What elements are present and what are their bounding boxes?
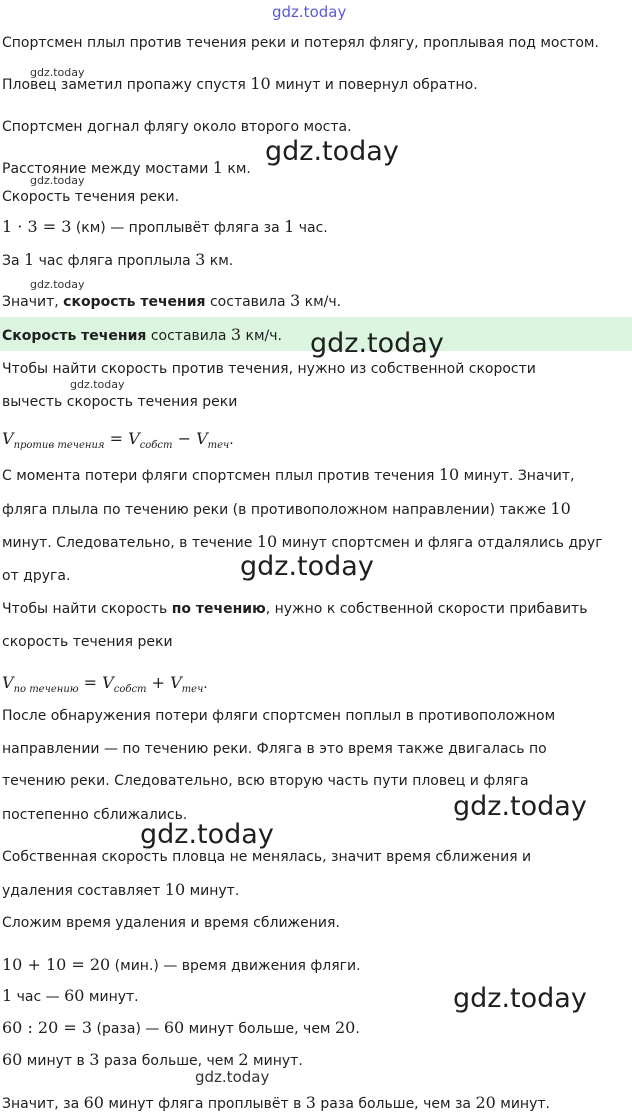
text-line: Значит, скорость течения составила 3 км/ч. (2, 291, 342, 310)
watermark: gdz.today (30, 66, 85, 79)
text-line: Пловец заметил пропажу спустя 10 минут и повернул обратно. (2, 74, 478, 93)
text-line: С момента потери фляги спортсмен плыл против течения 10 минут. Значит, (2, 465, 575, 484)
site-logo: gdz.today (272, 3, 347, 21)
text-line: вычесть скорость течения реки (2, 394, 238, 410)
text-line: Собственная скорость пловца не менялась, значит время сближения и (2, 849, 532, 865)
text-line: постепенно сближались. (2, 807, 188, 823)
text-line: 1 · 3 = 3 (км) — проплывёт фляга за 1 час. (2, 217, 328, 236)
text-line: 1 час — 60 минут. (2, 986, 139, 1005)
watermark: gdz.today (453, 791, 587, 822)
text-line: За 1 час фляга проплыла 3 км. (2, 250, 234, 269)
watermark: gdz.today (140, 819, 274, 850)
text-line: Спортсмен плыл против течения реки и потерял флягу, проплывая под мостом. (2, 35, 599, 51)
text-line: направлении — по течению реки. Фляга в это время также двигалась по (2, 741, 547, 757)
watermark: gdz.today (30, 278, 85, 291)
text-line: Значит, за 60 минут фляга проплывёт в 3 раза больше, чем за 20 минут. (2, 1093, 550, 1112)
formula-line: $V_{против течения} = V_{собст} - V_{теч}$. (2, 429, 234, 451)
watermark: gdz.today (453, 983, 587, 1014)
text-line: Чтобы найти скорость по течению, нужно к собственной скорости прибавить (2, 601, 588, 617)
watermark: gdz.today (70, 378, 125, 391)
text-line: 60 минут в 3 раза больше, чем 2 минут. (2, 1050, 303, 1069)
text-line: 10 + 10 = 20 (мин.) — время движения фляги. (2, 955, 361, 974)
text-line: от друга. (2, 568, 71, 584)
text-line: Сложим время удаления и время сближения. (2, 915, 340, 931)
formula-line: $V_{по течению} = V_{собст} + V_{теч}$. (2, 673, 208, 695)
text-line: минут. Следовательно, в течение 10 минут спортсмен и фляга отдалялись друг (2, 532, 603, 551)
answer-line: Скорость течения составила 3 км/ч. (2, 325, 282, 344)
text-line: Спортсмен догнал флягу около второго моста. (2, 119, 352, 135)
text-line: Скорость течения реки. (2, 189, 180, 205)
text-line: течению реки. Следовательно, всю вторую часть пути пловец и фляга (2, 773, 529, 789)
text-line: скорость течения реки (2, 634, 173, 650)
text-line: фляга плыла по течению реки (в противоположном направлении) также 10 (2, 499, 571, 518)
watermark: gdz.today (265, 136, 399, 167)
watermark: gdz.today (310, 328, 444, 359)
text-line: Расстояние между мостами 1 км. (2, 158, 251, 177)
watermark: gdz.today (30, 174, 85, 187)
text-line: 60 : 20 = 3 (раза) — 60 минут больше, чем 20. (2, 1018, 360, 1037)
text-line: удаления составляет 10 минут. (2, 880, 240, 899)
watermark: gdz.today (195, 1068, 270, 1086)
watermark: gdz.today (240, 551, 374, 582)
text-line: Чтобы найти скорость против течения, нужно из собственной скорости (2, 361, 536, 377)
text-line: После обнаружения потери фляги спортсмен поплыл в противоположном (2, 708, 556, 724)
